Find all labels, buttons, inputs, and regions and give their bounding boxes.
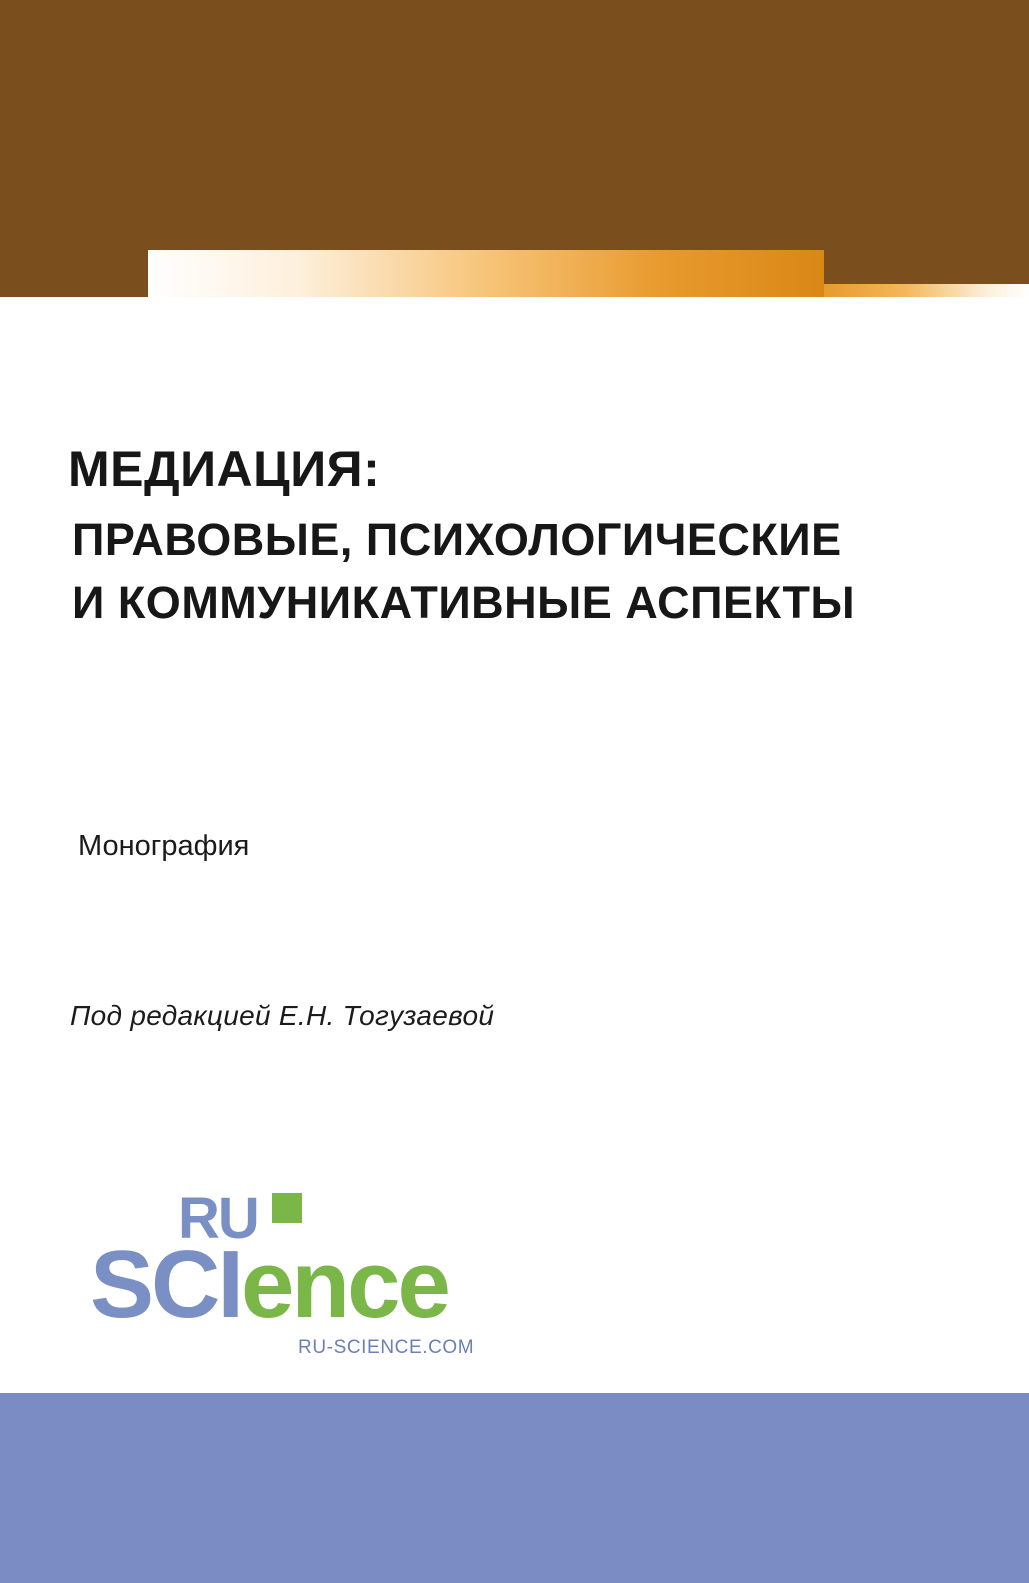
book-subtitle: Монография xyxy=(78,830,250,862)
logo-ru-text: RU xyxy=(178,1186,258,1251)
bottom-blue-band xyxy=(0,1393,1029,1583)
publisher-url: RU-SCIENCE.COM xyxy=(298,1337,475,1358)
logo-wordmark xyxy=(90,1230,448,1340)
logo-green-square-icon xyxy=(272,1193,302,1223)
title-line-3: И КОММУНИКАТИВНЫЕ АСПЕКТЫ xyxy=(72,577,856,629)
logo-sci-text: SCI xyxy=(90,1231,242,1338)
title-line-1: МЕДИАЦИЯ: xyxy=(68,441,381,497)
orange-gradient-stripe-right xyxy=(824,284,1029,297)
book-title xyxy=(68,440,968,629)
orange-gradient-stripe xyxy=(148,250,824,297)
title-line-2: ПРАВОВЫЕ, ПСИХОЛОГИЧЕСКИЕ xyxy=(72,514,842,565)
book-editor: Под редакцией Е.Н. Тогузаевой xyxy=(70,1000,495,1031)
logo-ence-text: ence xyxy=(241,1231,448,1338)
publisher-logo xyxy=(90,1185,510,1370)
top-brown-band xyxy=(0,0,1029,297)
